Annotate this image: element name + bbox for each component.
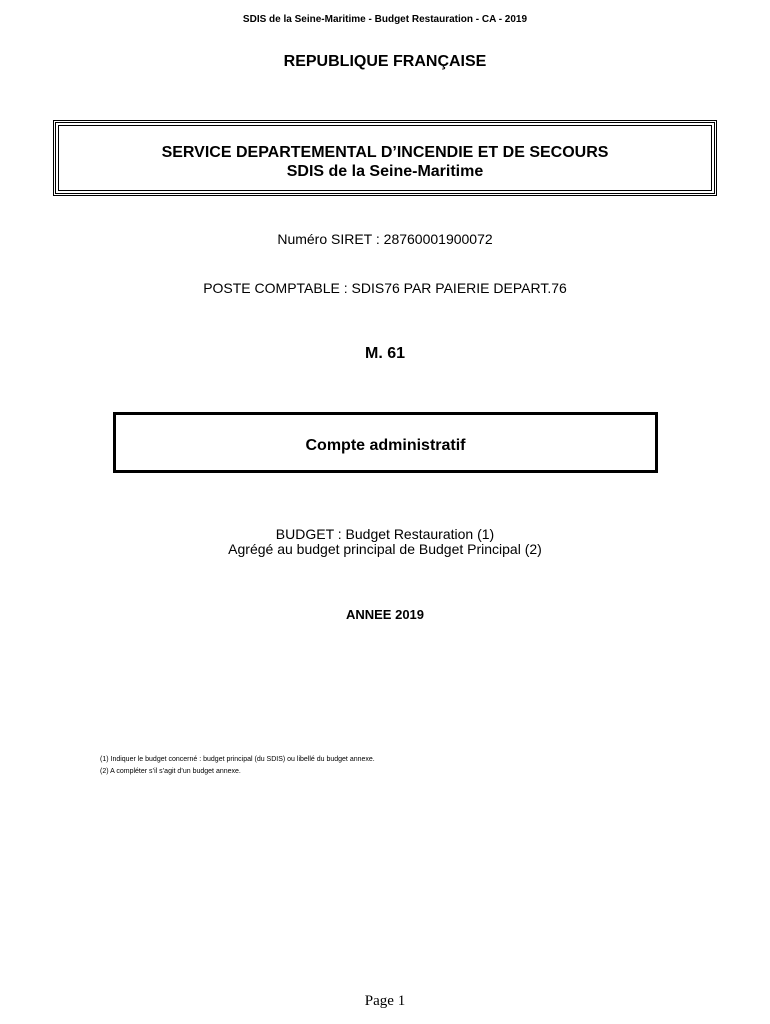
document-type-box [113,412,658,473]
organization-line2: SDIS de la Seine-Maritime [286,163,484,180]
siret-number: Numéro SIRET : 28760001900072 [277,231,493,247]
nomenclature-code: M. 61 [364,345,405,362]
document-type-title: Compte administratif [305,437,466,454]
fiscal-year: ANNEE 2019 [345,607,425,622]
organization-line1: SERVICE DEPARTEMENTAL D’INCENDIE ET DE SECOURS [161,144,609,161]
running-header: SDIS de la Seine-Maritime - Budget Restauration - CA - 2019 [242,14,528,25]
budget-name: BUDGET : Budget Restauration (1) [275,526,495,542]
poste-comptable: POSTE COMPTABLE : SDIS76 PAR PAIERIE DEPART.76 [203,280,567,296]
page-number: Page 1 [364,993,406,1009]
republic-title: REPUBLIQUE FRANÇAISE [283,53,487,70]
organization-box [53,120,717,196]
footnote-1: (1) Indiquer le budget concerné : budget principal (du SDIS) ou libellé du budget annexe. [100,756,375,763]
organization-name [56,143,714,181]
budget-aggregation: Agrégé au budget principal de Budget Principal (2) [228,541,542,557]
footnote-2: (2) A compléter s’il s’agit d’un budget annexe. [100,768,241,775]
